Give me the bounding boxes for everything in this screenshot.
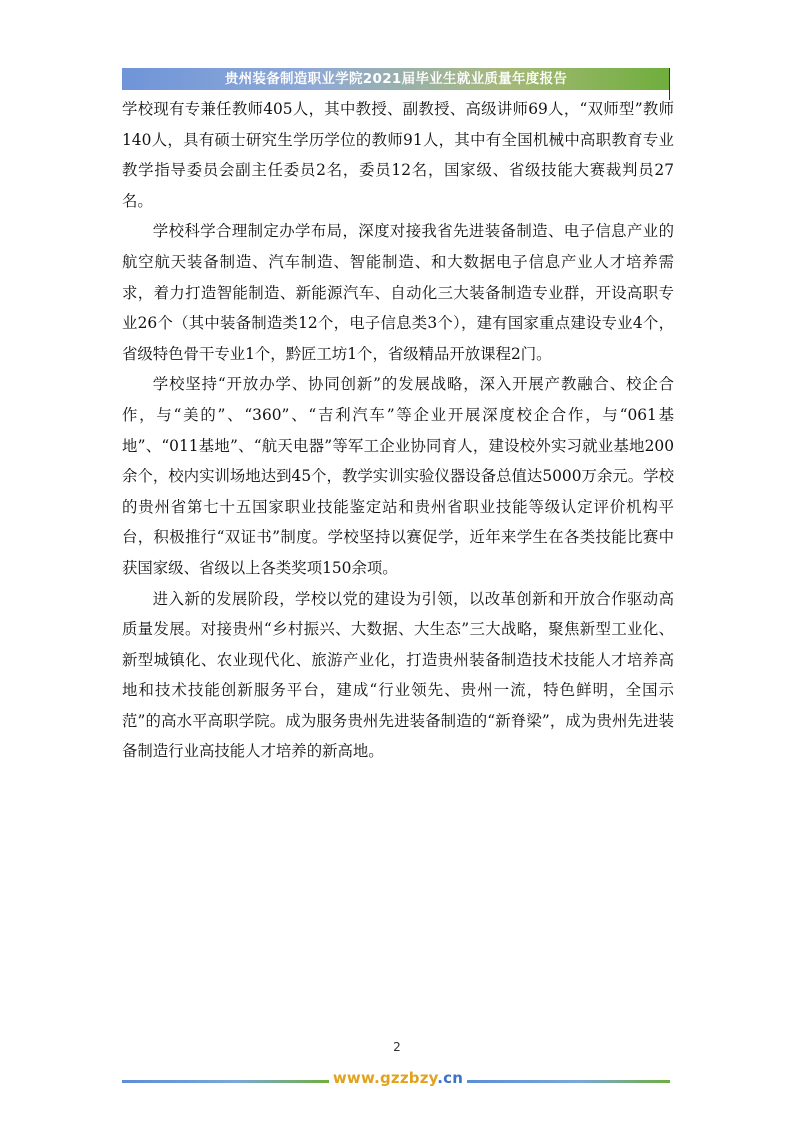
url-suffix: .cn [437, 1069, 464, 1087]
report-title: 贵州装备制造职业学院2021届毕业生就业质量年度报告 [224, 71, 568, 87]
url-prefix: www. [332, 1069, 380, 1087]
header-banner [122, 68, 670, 90]
paragraph-faculty: 学校现有专兼任教师405人，其中教授、副教授、高级讲师69人，“双师型”教师140人，具有硕士研究生学历学位的教师91人，其中有全国机械中高职教育专业教学指导委员会副主任委员2名，委员12名，国家级、省级技能大赛裁判员27名。 [122, 100, 674, 210]
footer-website-link[interactable] [329, 1069, 467, 1087]
page-number: 2 [393, 1040, 401, 1054]
url-domain: gzzbzy [379, 1069, 438, 1087]
footer-divider-right [467, 1080, 670, 1083]
paragraph-development: 进入新的发展阶段，学校以党的建设为引领，以改革创新和开放合作驱动高质量发展。对接贵州“乡村振兴、大数据、大生态”三大战略，聚焦新型工业化、新型城镇化、农业现代化、旅游产业化，打造贵州装备制造技术技能人才培养高地和技术技能创新服务平台，建成“行业领先、贵州一流，特色鲜明，全国示范”的高水平高职学院。成为服务贵州先进装备制造的“新脊梁”，成为贵州先进装备制造行业高技能人才培养的新高地。 [122, 589, 674, 761]
footer-divider-left [122, 1080, 329, 1083]
paragraph-majors: 学校科学合理制定办学布局，深度对接我省先进装备制造、电子信息产业的航空航天装备制造、汽车制造、智能制造、和大数据电子信息产业人才培养需求，着力打造智能制造、新能源汽车、自动化三大装备制造专业群，开设高职专业26个（其中装备制造类12个，电子信息类3个），建有国家重点建设专业4个，省级特色骨干专业1个，黔匠工坊1个，省级精品开放课程2门。 [122, 222, 674, 363]
paragraph-cooperation: 学校坚持“开放办学、协同创新”的发展战略，深入开展产教融合、校企合作，与“美的”、“360”、“吉利汽车”等企业开展深度校企合作，与“061基地”、“011基地”、“航天电器”等军工企业协同育人，建设校外实习就业基地200余个，校内实训场地达到45个，教学实训实验仪器设备总值达5000万余元。学校的贵州省第七十五国家职业技能鉴定站和贵州省职业技能等级认定评价机构平台，积极推行“双证书”制度。学校坚持以赛促学，近年来学生在各类技能比赛中获国家级、省级以上各类奖项150余项。 [122, 375, 674, 577]
body-text [122, 94, 674, 767]
